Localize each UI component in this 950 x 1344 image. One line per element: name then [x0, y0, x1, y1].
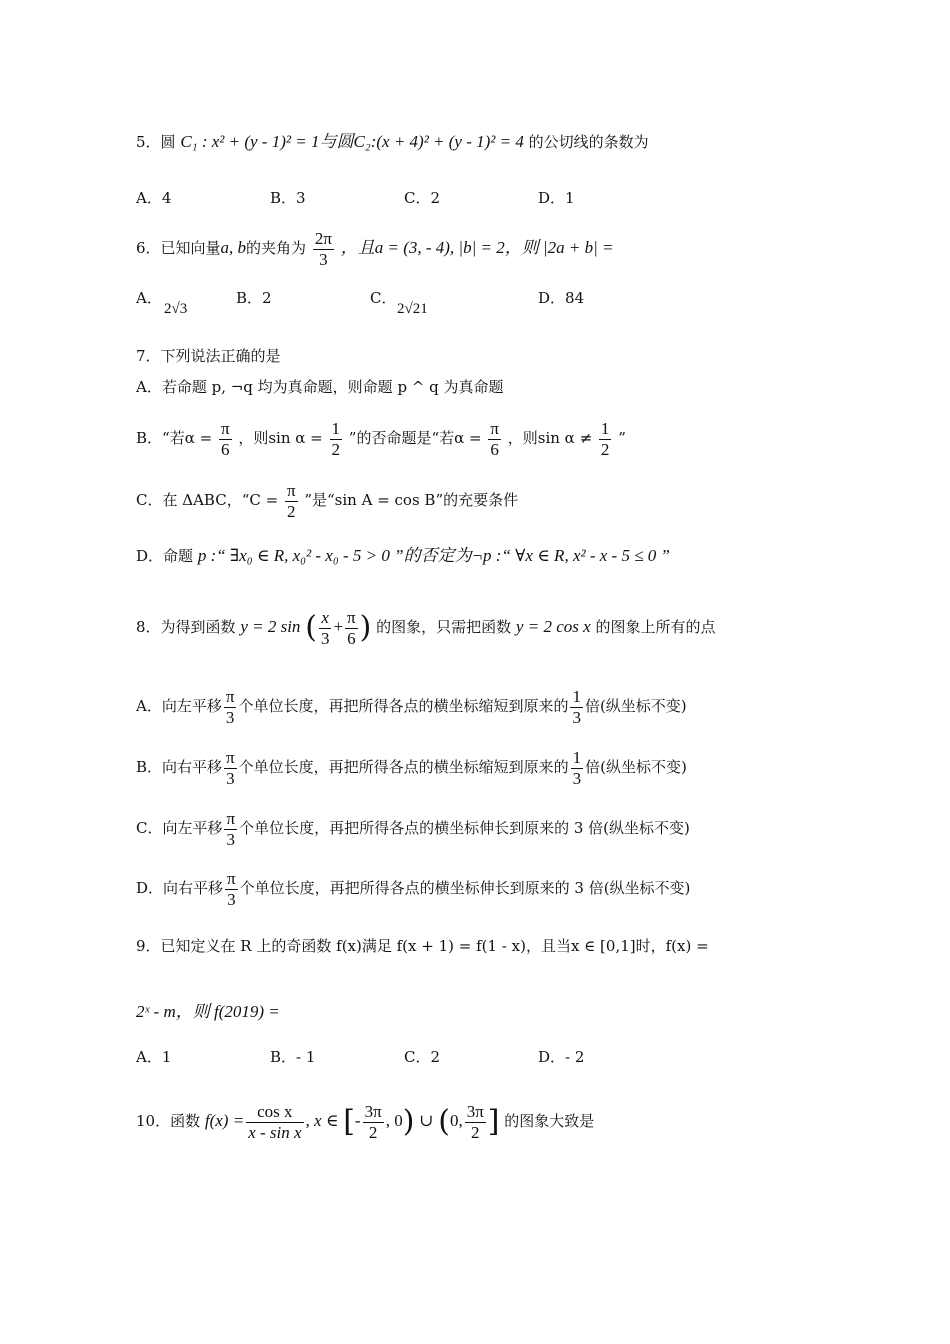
- q8a-frac-2-den: 3: [572, 707, 581, 727]
- q7b-frac-4-den: 2: [600, 439, 610, 459]
- q9-option-b[interactable]: B．- 1: [270, 1048, 316, 1066]
- q7b-frac-2: [330, 419, 343, 460]
- q8b-end: 倍(纵坐标不变): [585, 758, 687, 776]
- q6-vectors: a, b: [220, 238, 247, 257]
- q8b-pre: B．向右平移: [136, 758, 223, 776]
- q7b-frac-4-num: 1: [600, 418, 610, 438]
- q10-frac-1-den: 2: [368, 1122, 378, 1142]
- q10-main-frac: [246, 1102, 303, 1143]
- q10-text-1: 10．函数: [136, 1112, 201, 1130]
- q10-frac-1: [363, 1102, 384, 1143]
- q5-option-a[interactable]: A．4: [136, 189, 172, 207]
- q8d-frac: [225, 869, 238, 910]
- q8-text-3: 的图象上所有的点: [595, 618, 716, 636]
- q10-left-paren-2: (: [438, 1104, 450, 1139]
- q5-option-d[interactable]: D．1: [538, 189, 575, 207]
- q5-number: 5．圆: [136, 133, 176, 151]
- q6-angle-fraction: [313, 229, 334, 270]
- q8d-frac-num: π: [227, 868, 236, 888]
- q7b-text-1: B．“若α =: [136, 429, 213, 447]
- q8b-frac-1-den: 3: [226, 768, 235, 788]
- q8-option-c[interactable]: [136, 806, 690, 850]
- q7-option-a[interactable]: A．若命题 p, ¬q 均为真命题，则命题 p ^ q 为真命题: [136, 378, 504, 396]
- q7b-frac-4: [599, 419, 612, 460]
- q6-option-b[interactable]: B．2: [236, 289, 272, 307]
- q10-union: ∪: [419, 1111, 434, 1130]
- q7c-text-2: ”是“sin A = cos B”的充要条件: [304, 491, 519, 509]
- q7-option-c[interactable]: [136, 478, 518, 522]
- q8-left-paren: (: [305, 610, 317, 645]
- q8-function-2: y = 2 cos x: [515, 617, 591, 636]
- q8c-frac-den: 3: [226, 829, 236, 849]
- q8a-frac-1: [224, 687, 237, 728]
- q5-circle-equations: C₁ : x² + (y - 1)² = 1与圆C₂:(x + 4)² + (y - 1)² = 4: [180, 132, 524, 151]
- q8-frac-2-den: 6: [347, 628, 356, 648]
- q8c-pre: C．向左平移: [136, 819, 223, 837]
- q6-option-c[interactable]: [370, 288, 396, 308]
- q7-option-d[interactable]: [136, 546, 670, 566]
- q8c-frac: [224, 809, 237, 850]
- q6-conditions: ，且a = (3, - 4), |b| = 2，则 |2a + b| =: [340, 238, 614, 257]
- q8b-frac-2-num: 1: [572, 747, 582, 767]
- q7b-frac-1: [219, 419, 232, 460]
- q6-option-a[interactable]: [136, 288, 162, 308]
- q6-option-c-label: C．: [370, 289, 397, 307]
- q8a-pre: A．向左平移: [136, 697, 222, 715]
- q6-angle-den: 3: [319, 249, 328, 269]
- q8d-end: 个单位长度，再把所得各点的横坐标伸长到原来的 3 倍(纵坐标不变): [239, 879, 691, 897]
- q10-text-2: 的图象大致是: [504, 1112, 595, 1130]
- q10-frac-2-num: 3π: [466, 1101, 484, 1121]
- q7b-text-4: ，则sin α ≠: [507, 429, 593, 447]
- q8-right-paren: ): [359, 610, 372, 645]
- q8d-frac-den: 3: [227, 889, 236, 909]
- question-6-stem: [136, 226, 614, 270]
- q8a-frac-2-num: 1: [572, 686, 581, 706]
- q7b-frac-3-den: 6: [490, 439, 499, 459]
- q7b-frac-2-num: 1: [331, 418, 340, 438]
- q6-number: 6．已知向量: [136, 239, 221, 257]
- q7d-math: p :“ ∃x₀ ∈ R, x₀² - x₀ - 5 > 0 ”的否定为¬p :“ ∀x ∈ R, x² - x - 5 ≤ 0 ”: [197, 546, 670, 565]
- question-8-stem: [136, 602, 715, 652]
- q8-option-b[interactable]: [136, 745, 687, 789]
- q10-right-paren-1: ): [402, 1104, 415, 1139]
- q7c-text-1: C．在 ΔABC，“C =: [136, 491, 279, 509]
- q7c-frac-den: 2: [287, 501, 296, 521]
- q7b-text-2: ，则sin α =: [238, 429, 323, 447]
- q8b-frac-1: [224, 748, 237, 789]
- question-10-stem: [136, 1096, 594, 1146]
- q8-frac-2: [345, 608, 358, 649]
- q8-text-1: 8．为得到函数: [136, 618, 236, 636]
- q6-option-d[interactable]: D．84: [538, 289, 585, 307]
- q8a-frac-1-num: π: [225, 686, 235, 706]
- q8d-pre: D．向右平移: [136, 879, 224, 897]
- q8-function-1: y = 2 sin: [240, 617, 301, 636]
- q9-option-d[interactable]: D．- 2: [538, 1048, 585, 1066]
- q8a-end: 倍(纵坐标不变): [584, 697, 687, 715]
- q10-frac-1-num: 3π: [364, 1101, 382, 1121]
- q8b-frac-2-den: 3: [572, 768, 582, 788]
- q8-option-a[interactable]: [136, 684, 687, 728]
- q6-option-c-value: 2√21: [397, 301, 428, 317]
- q10-main-frac-den: x - sin x: [248, 1122, 302, 1142]
- q8a-mid: 个单位长度，再把所得各点的横坐标缩短到原来的: [238, 697, 569, 715]
- question-9-line-2: 2ˣ - m，则 f(2019) =: [136, 1002, 280, 1021]
- question-7-stem: 7．下列说法正确的是: [136, 347, 281, 365]
- q10-frac-2: [465, 1102, 486, 1143]
- q5-option-c[interactable]: C．2: [404, 189, 441, 207]
- q7b-text-3: ”的否命题是“若α =: [348, 429, 482, 447]
- q8c-frac-num: π: [226, 808, 236, 828]
- q7b-frac-1-num: π: [220, 418, 230, 438]
- q10-left-bracket: [: [343, 1104, 355, 1139]
- q6-angle-num: 2π: [314, 228, 332, 248]
- q8-frac-1-num: x: [319, 608, 332, 629]
- question-5-stem: [136, 132, 649, 152]
- q6-option-a-value: 2√3: [164, 301, 188, 317]
- q8-frac-1-den: 3: [320, 628, 330, 648]
- q5-option-b[interactable]: B．3: [270, 189, 306, 207]
- q10-zero-2: 0,: [449, 1111, 463, 1130]
- q6-option-a-label: A．: [136, 289, 162, 307]
- q8-plus: +: [333, 617, 344, 636]
- q7b-frac-1-den: 6: [221, 439, 230, 459]
- q7b-frac-3-num: π: [490, 418, 499, 438]
- q8-text-2: 的图象，只需把函数: [376, 618, 512, 636]
- q7c-frac-num: π: [286, 480, 296, 500]
- q8a-frac-1-den: 3: [225, 707, 235, 727]
- q8b-mid: 个单位长度，再把所得各点的横坐标缩短到原来的: [238, 758, 569, 776]
- q8a-frac-2: [570, 687, 583, 728]
- q10-minus: -: [354, 1111, 361, 1130]
- q7b-frac-2-den: 2: [331, 439, 340, 459]
- q7d-text-1: D．命题: [136, 547, 194, 565]
- q8b-frac-2: [571, 748, 584, 789]
- q9-option-a[interactable]: A．1: [136, 1048, 172, 1066]
- q10-right-bracket: ]: [487, 1104, 500, 1139]
- q8-frac-1: [319, 608, 332, 649]
- q8-option-d[interactable]: [136, 866, 690, 910]
- q8c-end: 个单位长度，再把所得各点的横坐标伸长到原来的 3 倍(纵坐标不变): [239, 819, 690, 837]
- q7c-frac: [285, 481, 298, 522]
- question-9-line-1: 9．已知定义在 R 上的奇函数 f(x)满足 f(x + 1) = f(1 - x)，且当x ∈ [0,1]时，f(x) =: [136, 937, 709, 955]
- q7b-frac-3: [488, 419, 501, 460]
- q8-frac-2-num: π: [347, 607, 356, 627]
- q10-domain-x: , x ∈: [305, 1111, 339, 1130]
- q10-frac-2-den: 2: [470, 1122, 480, 1142]
- q8b-frac-1-num: π: [226, 747, 235, 767]
- q5-question-text: 的公切线的条数为: [528, 133, 649, 151]
- q10-fx: f(x) =: [204, 1111, 245, 1130]
- q7b-text-5: ”: [618, 429, 626, 447]
- q10-main-frac-num: cos x: [246, 1102, 303, 1123]
- q7-option-b[interactable]: [136, 416, 626, 460]
- q9-option-c[interactable]: C．2: [404, 1048, 441, 1066]
- q6-text: 的夹角为: [246, 239, 307, 257]
- q10-zero-1: , 0: [385, 1111, 403, 1130]
